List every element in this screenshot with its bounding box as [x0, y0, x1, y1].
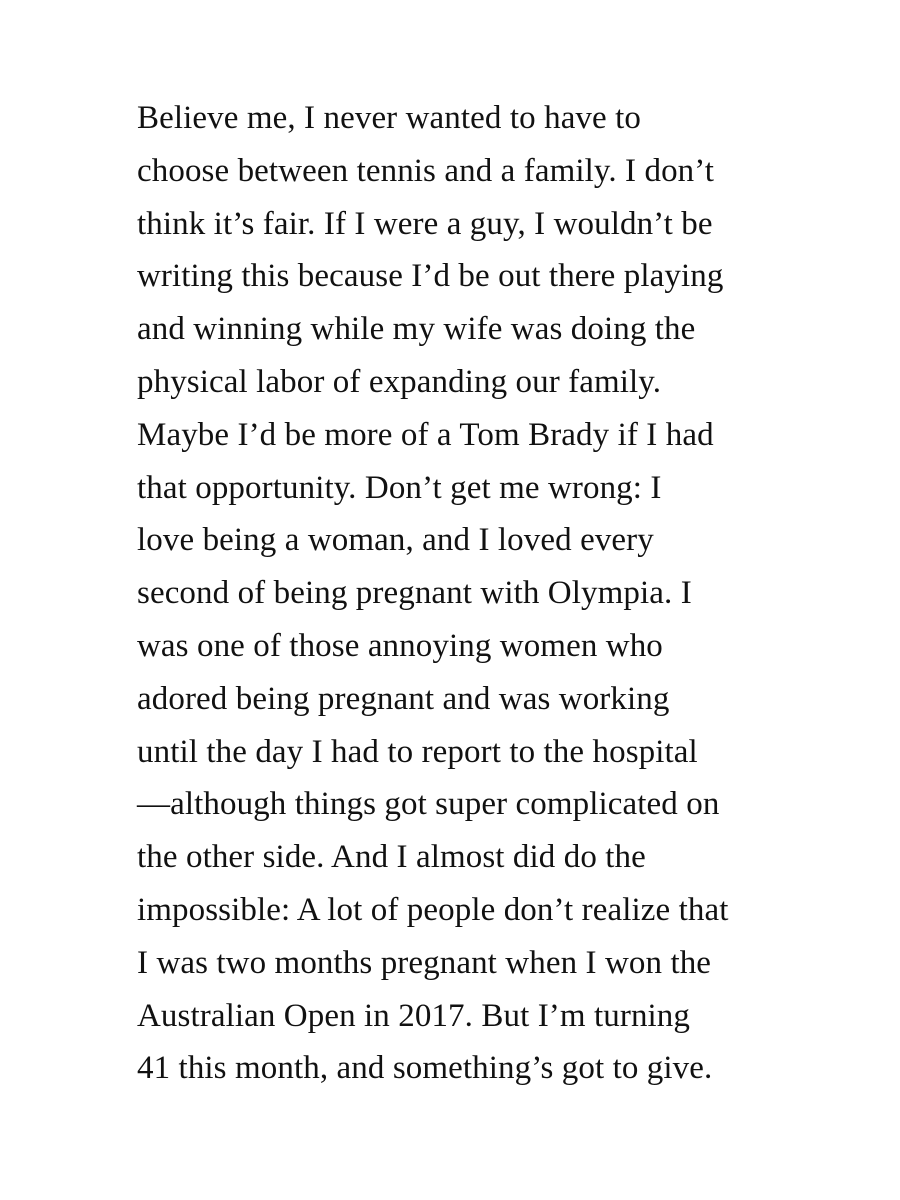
text-line: the other side. And I almost did do the	[137, 839, 646, 876]
text-line: Believe me, I never wanted to have to	[137, 100, 642, 136]
text-line: until the day I had to report to the hospital	[137, 733, 698, 770]
text-line: impossible: A lot of people don’t realize that	[137, 891, 729, 928]
text-line: second of being pregnant with Olympia. I	[137, 575, 692, 612]
text-line: choose between tennis and a family. I don’t	[137, 152, 715, 189]
text-line: 41 this month, and something’s got to give.	[137, 1050, 713, 1087]
text-line: think it’s fair. If I were a guy, I wouldn’t be	[137, 205, 713, 242]
text-line: love being a woman, and I loved every	[137, 522, 654, 559]
text-line: adored being pregnant and was working	[137, 680, 670, 717]
text-line: —although things got super complicated on	[137, 786, 720, 823]
text-line: and winning while my wife was doing the	[137, 311, 696, 348]
text-line: that opportunity. Don’t get me wrong: I	[137, 469, 662, 506]
text-line: I was two months pregnant when I won the	[137, 944, 712, 981]
body-paragraph	[137, 92, 877, 1095]
text-line: Maybe I’d be more of a Tom Brady if I had	[137, 416, 714, 453]
text-line: Australian Open in 2017. But I’m turning	[137, 997, 691, 1034]
text-line: physical labor of expanding our family.	[137, 363, 662, 400]
text-line: was one of those annoying women who	[137, 627, 663, 664]
text-line: writing this because I’d be out there playing	[137, 258, 724, 295]
